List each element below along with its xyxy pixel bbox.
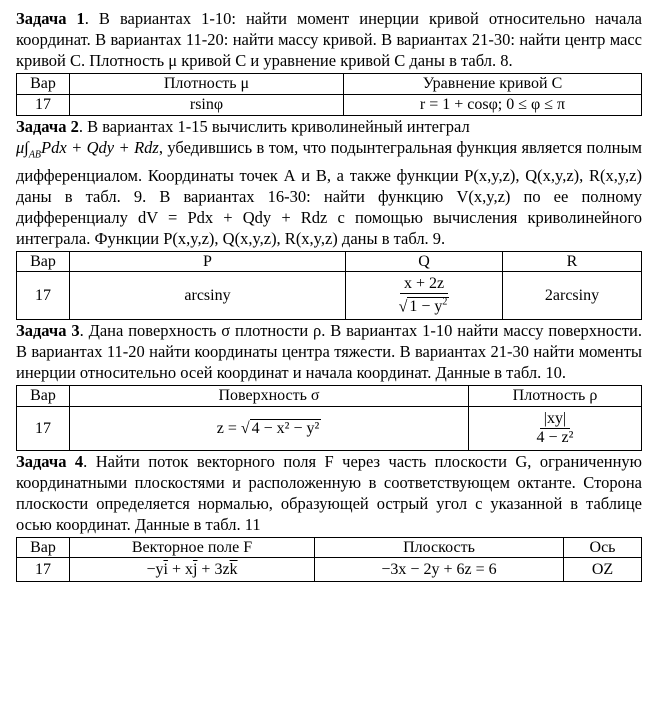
q-denominator: √ $1 - y^2$: [398, 297, 448, 316]
t2-header-r: R: [503, 252, 642, 272]
task2-integral-sign: μ∫: [16, 138, 29, 157]
t3-header-density: Плотность ρ: [469, 386, 642, 407]
t4-header-var: Вар: [17, 538, 70, 558]
table-11: [16, 537, 642, 582]
t4-header-field: Векторное поле F: [70, 538, 315, 558]
q-den-exp: 2: [442, 297, 448, 309]
t1-header-var: Вар: [17, 74, 70, 95]
document-page: [16, 8, 642, 582]
t2-cell-q: [346, 272, 503, 320]
task4-text: . Найти поток векторного поля F через часть плоскости G, ограниченную координатными плоскостями и расположенную в соответствующем октанте. Сторона плоскости определяется нормалью, образующей острый угол с указанной в таблице осью координат. Данные в табл. 11: [16, 452, 643, 535]
field-unit-k: $\overline{k}$: [229, 560, 238, 578]
surface-radicand: 4 − x² − y²: [251, 419, 320, 437]
t1-cell-density: rsinφ: [70, 95, 344, 116]
q-numerator: x + 2z: [400, 275, 448, 294]
t3-header-surface: Поверхность σ: [70, 386, 469, 407]
task4-title: Задача 4: [16, 452, 84, 472]
task3-text: . Дана поверхность σ плотности ρ. В вариантах 1-10 найти массу поверхности. В вариантах 11-20 найти координаты центра тяжести. В вариантах 21-30 найти моменты инерции относительно осей координат и начала координат. Данные в табл. 10.: [16, 321, 642, 383]
q-den-radicand: 1 − y: [409, 298, 443, 316]
t1-cell-curve: r = 1 + cosφ; 0 ≤ φ ≤ π: [344, 95, 642, 116]
t4-cell-plane: −3x − 2y + 6z = 6: [315, 558, 564, 582]
field-term-b: + x: [167, 560, 193, 578]
task2-text2: , убедившись в том, что подынтегральная функция является полным дифференциалом. Координаты точек А и В, а также функции P(x,y,z), Q(x,y,z), R(x,y,z) даны в табл. 9. В вариантах 16-30: найти функцию V(x,y,z) по ее полному дифференциалу dV = Pdx + Qdy + Rdz с помощью вычисления криволинейного интеграла. Функции P(x,y,z), Q(x,y,z), R(x,y,z) даны в табл. 9.: [16, 138, 642, 249]
t1-header-curve: Уравнение кривой С: [344, 74, 642, 95]
task2-title: Задача 2: [16, 117, 79, 136]
field-unit-j: $\overline{j}$: [192, 560, 198, 578]
task1-title: Задача 1: [16, 9, 85, 28]
t3-cell-density: [469, 407, 642, 451]
task2-integral-sub: AB: [28, 149, 42, 161]
t2-header-q: Q: [346, 252, 503, 272]
table-8: [16, 73, 642, 116]
task1-text: . В вариантах 1-10: найти момент инерции кривой относительно начала координат. В вариантах 11-20: найти массу кривой. В вариантах 21-30: найти центр масс кривой С. Плотность μ кривой С и уравнение кривой С даны в табл. 8.: [16, 9, 642, 70]
t4-header-axis: Ось: [564, 538, 642, 558]
task2-text1: . В вариантах 1-15 вычислить криволинейный интеграл: [78, 117, 470, 136]
t2-header-var: Вар: [17, 252, 70, 272]
t2-cell-p: arcsiny: [70, 272, 346, 320]
field-term-a: −y: [146, 560, 164, 578]
t3-header-var: Вар: [17, 386, 70, 407]
field-unit-i: $\overline{i}$: [163, 560, 168, 578]
task2-paragraph: [16, 116, 642, 249]
t4-cell-var: 17: [17, 558, 70, 582]
t2-header-p: P: [70, 252, 346, 272]
table-9: [16, 251, 642, 320]
task1-paragraph: [16, 8, 642, 71]
t2-cell-r: 2arcsiny: [503, 272, 642, 320]
t4-cell-field: [70, 558, 315, 582]
t4-cell-axis: OZ: [564, 558, 642, 582]
t3-cell-var: 17: [17, 407, 70, 451]
density-fraction: [533, 410, 578, 447]
task3-paragraph: [16, 320, 642, 383]
t4-header-plane: Плоскость: [315, 538, 564, 558]
t1-header-density: Плотность μ: [70, 74, 344, 95]
density-denominator: 4 − z²: [536, 429, 574, 447]
t1-cell-var: 17: [17, 95, 70, 116]
t2-cell-var: 17: [17, 272, 70, 320]
task4-paragraph: [16, 451, 642, 535]
q-fraction: [395, 275, 454, 316]
task3-title: Задача 3: [16, 321, 80, 341]
field-term-c: + 3z: [197, 560, 230, 578]
table-10: [16, 385, 642, 451]
surface-lhs: z =: [216, 419, 241, 437]
t3-cell-surface: z = √ 4 − x² − y²: [70, 407, 469, 451]
density-numerator: |xy|: [540, 410, 570, 429]
task2-integrand: Pdx + Qdy + Rdz: [41, 138, 159, 157]
